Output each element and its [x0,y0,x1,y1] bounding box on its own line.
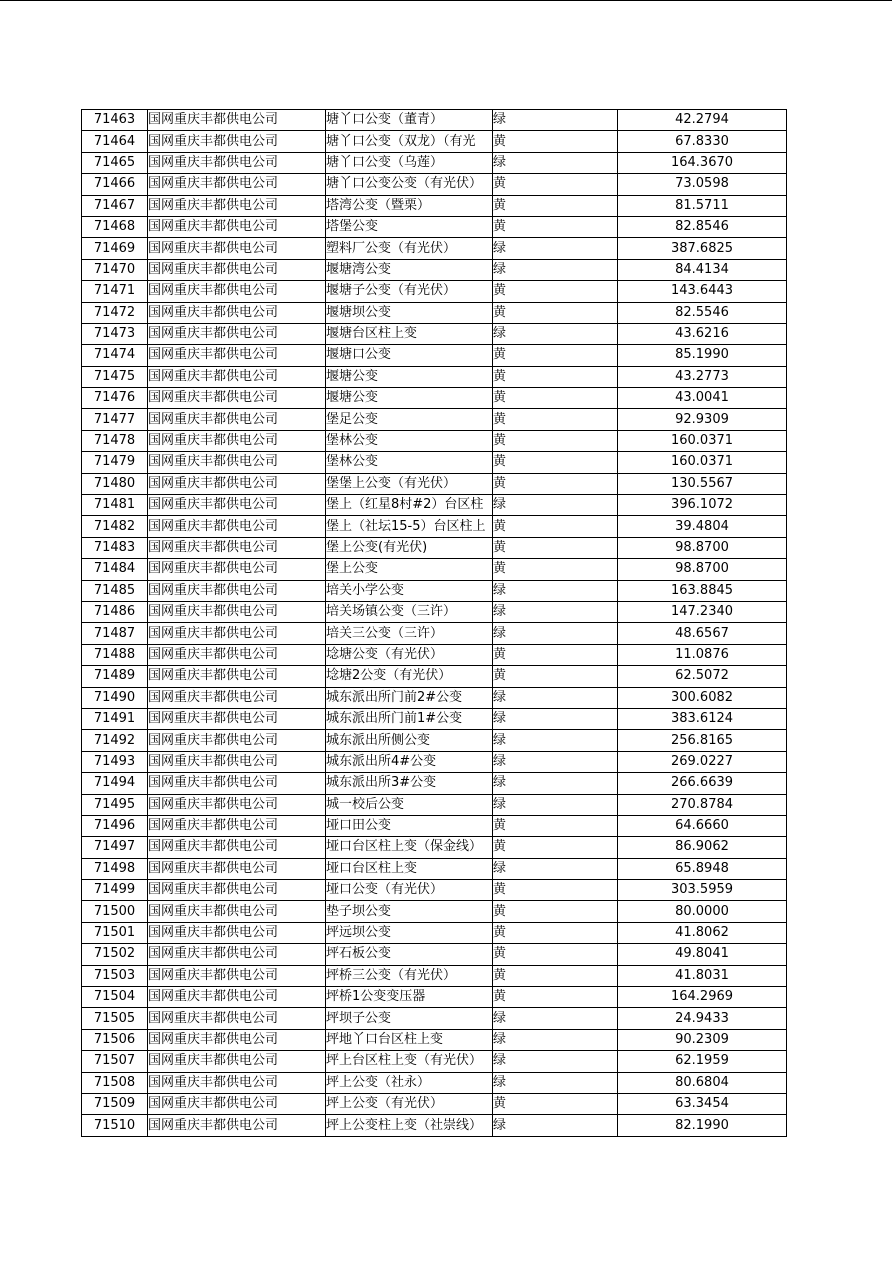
status-color-cell: 绿 [493,773,618,794]
status-color-cell: 绿 [493,751,618,772]
row-id-cell: 71488 [82,644,148,665]
status-color-cell: 黄 [493,388,618,409]
status-color-cell: 黄 [493,901,618,922]
value-cell: 86.9062 [618,837,787,858]
station-name-cell: 堡上公变 [326,559,493,580]
status-color-cell: 绿 [493,259,618,280]
station-name-cell: 堡堡上公变（有光伏） [326,473,493,494]
table-row [82,238,787,259]
table-row [82,708,787,729]
row-id-cell: 71466 [82,174,148,195]
row-id-cell: 71506 [82,1029,148,1050]
row-id-cell: 71463 [82,110,148,131]
value-cell: 164.3670 [618,152,787,173]
status-color-cell: 绿 [493,858,618,879]
company-cell: 国网重庆丰都供电公司 [148,1115,326,1136]
status-color-cell: 黄 [493,559,618,580]
table-row [82,195,787,216]
row-id-cell: 71472 [82,302,148,323]
station-name-cell: 城东派出所3#公变 [326,773,493,794]
table-row [82,858,787,879]
table-row [82,1051,787,1072]
status-color-cell: 黄 [493,473,618,494]
company-cell: 国网重庆丰都供电公司 [148,388,326,409]
company-cell: 国网重庆丰都供电公司 [148,259,326,280]
table-row [82,666,787,687]
row-id-cell: 71478 [82,430,148,451]
station-name-cell: 塔湾公变（暨栗） [326,195,493,216]
data-table [81,109,787,1137]
value-cell: 163.8845 [618,580,787,601]
station-name-cell: 培关小学公变 [326,580,493,601]
row-id-cell: 71477 [82,409,148,430]
company-cell: 国网重庆丰都供电公司 [148,837,326,858]
row-id-cell: 71481 [82,495,148,516]
company-cell: 国网重庆丰都供电公司 [148,965,326,986]
company-cell: 国网重庆丰都供电公司 [148,345,326,366]
value-cell: 383.6124 [618,708,787,729]
value-cell: 256.8165 [618,730,787,751]
company-cell: 国网重庆丰都供电公司 [148,773,326,794]
station-name-cell: 埝塘2公变（有光伏） [326,666,493,687]
value-cell: 266.6639 [618,773,787,794]
status-color-cell: 绿 [493,1051,618,1072]
status-color-cell: 黄 [493,987,618,1008]
status-color-cell: 黄 [493,174,618,195]
table-row [82,901,787,922]
row-id-cell: 71499 [82,880,148,901]
table-row [82,473,787,494]
status-color-cell: 绿 [493,708,618,729]
row-id-cell: 71505 [82,1008,148,1029]
status-color-cell: 黄 [493,452,618,473]
row-id-cell: 71509 [82,1093,148,1114]
company-cell: 国网重庆丰都供电公司 [148,366,326,387]
row-id-cell: 71507 [82,1051,148,1072]
company-cell: 国网重庆丰都供电公司 [148,152,326,173]
table-row [82,580,787,601]
company-cell: 国网重庆丰都供电公司 [148,1029,326,1050]
status-color-cell: 绿 [493,1029,618,1050]
status-color-cell: 黄 [493,666,618,687]
table-row [82,730,787,751]
company-cell: 国网重庆丰都供电公司 [148,174,326,195]
row-id-cell: 71470 [82,259,148,280]
table-row [82,388,787,409]
value-cell: 130.5567 [618,473,787,494]
company-cell: 国网重庆丰都供电公司 [148,216,326,237]
status-color-cell: 黄 [493,216,618,237]
value-cell: 41.8062 [618,922,787,943]
company-cell: 国网重庆丰都供电公司 [148,323,326,344]
value-cell: 98.8700 [618,537,787,558]
station-name-cell: 堰塘公变 [326,388,493,409]
table-row [82,323,787,344]
company-cell: 国网重庆丰都供电公司 [148,644,326,665]
station-name-cell: 培关三公变（三许） [326,623,493,644]
status-color-cell: 黄 [493,281,618,302]
station-name-cell: 坪远坝公变 [326,922,493,943]
station-name-cell: 培关场镇公变（三许） [326,601,493,622]
table-row [82,922,787,943]
row-id-cell: 71492 [82,730,148,751]
company-cell: 国网重庆丰都供电公司 [148,987,326,1008]
page-top-border [0,0,892,1]
value-cell: 143.6443 [618,281,787,302]
company-cell: 国网重庆丰都供电公司 [148,1051,326,1072]
company-cell: 国网重庆丰都供电公司 [148,922,326,943]
table-row [82,773,787,794]
value-cell: 73.0598 [618,174,787,195]
company-cell: 国网重庆丰都供电公司 [148,901,326,922]
station-name-cell: 埝塘公变（有光伏） [326,644,493,665]
company-cell: 国网重庆丰都供电公司 [148,1072,326,1093]
company-cell: 国网重庆丰都供电公司 [148,944,326,965]
status-color-cell: 黄 [493,880,618,901]
company-cell: 国网重庆丰都供电公司 [148,559,326,580]
company-cell: 国网重庆丰都供电公司 [148,195,326,216]
table-row [82,452,787,473]
status-color-cell: 黄 [493,302,618,323]
value-cell: 81.5711 [618,195,787,216]
table-row [82,1008,787,1029]
station-name-cell: 坪上台区柱上变（有光伏） [326,1051,493,1072]
station-name-cell: 堰塘口公变 [326,345,493,366]
table-row [82,944,787,965]
status-color-cell: 黄 [493,409,618,430]
value-cell: 80.6804 [618,1072,787,1093]
value-cell: 160.0371 [618,430,787,451]
table-row [82,430,787,451]
company-cell: 国网重庆丰都供电公司 [148,687,326,708]
value-cell: 11.0876 [618,644,787,665]
table-row [82,302,787,323]
station-name-cell: 坪上公变（社永） [326,1072,493,1093]
station-name-cell: 垭口台区柱上变（保金线） [326,837,493,858]
value-cell: 160.0371 [618,452,787,473]
value-cell: 387.6825 [618,238,787,259]
station-name-cell: 坪地丫口台区柱上变 [326,1029,493,1050]
station-name-cell: 堰塘湾公变 [326,259,493,280]
status-color-cell: 黄 [493,345,618,366]
station-name-cell: 垫子坝公变 [326,901,493,922]
station-name-cell: 城一校后公变 [326,794,493,815]
row-id-cell: 71490 [82,687,148,708]
table-row [82,559,787,580]
value-cell: 92.9309 [618,409,787,430]
table-row [82,601,787,622]
table-row [82,623,787,644]
company-cell: 国网重庆丰都供电公司 [148,473,326,494]
company-cell: 国网重庆丰都供电公司 [148,238,326,259]
value-cell: 82.1990 [618,1115,787,1136]
station-name-cell: 堡林公变 [326,430,493,451]
value-cell: 80.0000 [618,901,787,922]
table-row [82,281,787,302]
row-id-cell: 71483 [82,537,148,558]
table-row [82,1029,787,1050]
value-cell: 147.2340 [618,601,787,622]
row-id-cell: 71484 [82,559,148,580]
value-cell: 43.6216 [618,323,787,344]
row-id-cell: 71468 [82,216,148,237]
value-cell: 396.1072 [618,495,787,516]
table-row [82,1115,787,1136]
company-cell: 国网重庆丰都供电公司 [148,281,326,302]
company-cell: 国网重庆丰都供电公司 [148,794,326,815]
table-row [82,794,787,815]
value-cell: 62.5072 [618,666,787,687]
table-row [82,131,787,152]
station-name-cell: 坪坝子公变 [326,1008,493,1029]
status-color-cell: 绿 [493,495,618,516]
status-color-cell: 绿 [493,601,618,622]
row-id-cell: 71471 [82,281,148,302]
company-cell: 国网重庆丰都供电公司 [148,708,326,729]
station-name-cell: 堡上（社坛15-5）台区柱上 [326,516,493,537]
row-id-cell: 71487 [82,623,148,644]
station-name-cell: 塘丫口公变（乌莲） [326,152,493,173]
station-name-cell: 坪石板公变 [326,944,493,965]
station-name-cell: 垭口田公变 [326,815,493,836]
row-id-cell: 71479 [82,452,148,473]
station-name-cell: 堰塘公变 [326,366,493,387]
table-row [82,1093,787,1114]
value-cell: 82.8546 [618,216,787,237]
status-color-cell: 绿 [493,110,618,131]
row-id-cell: 71474 [82,345,148,366]
company-cell: 国网重庆丰都供电公司 [148,495,326,516]
company-cell: 国网重庆丰都供电公司 [148,302,326,323]
station-name-cell: 城东派出所4#公变 [326,751,493,772]
status-color-cell: 黄 [493,944,618,965]
station-name-cell: 城东派出所门前1#公变 [326,708,493,729]
value-cell: 84.4134 [618,259,787,280]
table-row [82,987,787,1008]
value-cell: 82.5546 [618,302,787,323]
status-color-cell: 绿 [493,730,618,751]
station-name-cell: 坪上公变柱上变（社崇线） [326,1115,493,1136]
row-id-cell: 71467 [82,195,148,216]
value-cell: 269.0227 [618,751,787,772]
table-row [82,216,787,237]
value-cell: 24.9433 [618,1008,787,1029]
row-id-cell: 71497 [82,837,148,858]
table-row [82,687,787,708]
table-row [82,880,787,901]
station-name-cell: 塘丫口公变（董青） [326,110,493,131]
station-name-cell: 坪上公变（有光伏） [326,1093,493,1114]
table-row [82,537,787,558]
company-cell: 国网重庆丰都供电公司 [148,623,326,644]
company-cell: 国网重庆丰都供电公司 [148,1093,326,1114]
company-cell: 国网重庆丰都供电公司 [148,430,326,451]
row-id-cell: 71500 [82,901,148,922]
value-cell: 303.5959 [618,880,787,901]
table-row [82,259,787,280]
value-cell: 63.3454 [618,1093,787,1114]
status-color-cell: 黄 [493,965,618,986]
table-body [82,110,787,1137]
status-color-cell: 黄 [493,537,618,558]
row-id-cell: 71473 [82,323,148,344]
value-cell: 42.2794 [618,110,787,131]
table-row [82,174,787,195]
value-cell: 64.6660 [618,815,787,836]
row-id-cell: 71476 [82,388,148,409]
station-name-cell: 塘丫口公变公变（有光伏） [326,174,493,195]
row-id-cell: 71501 [82,922,148,943]
row-id-cell: 71482 [82,516,148,537]
row-id-cell: 71486 [82,601,148,622]
row-id-cell: 71498 [82,858,148,879]
company-cell: 国网重庆丰都供电公司 [148,452,326,473]
company-cell: 国网重庆丰都供电公司 [148,537,326,558]
value-cell: 98.8700 [618,559,787,580]
company-cell: 国网重庆丰都供电公司 [148,815,326,836]
row-id-cell: 71469 [82,238,148,259]
company-cell: 国网重庆丰都供电公司 [148,751,326,772]
status-color-cell: 黄 [493,837,618,858]
value-cell: 85.1990 [618,345,787,366]
row-id-cell: 71489 [82,666,148,687]
status-color-cell: 绿 [493,238,618,259]
station-name-cell: 堡上公变(有光伏) [326,537,493,558]
station-name-cell: 坪桥1公变变压器 [326,987,493,1008]
table-row [82,751,787,772]
table-row [82,409,787,430]
company-cell: 国网重庆丰都供电公司 [148,880,326,901]
value-cell: 90.2309 [618,1029,787,1050]
status-color-cell: 绿 [493,794,618,815]
row-id-cell: 71464 [82,131,148,152]
row-id-cell: 71475 [82,366,148,387]
row-id-cell: 71502 [82,944,148,965]
status-color-cell: 黄 [493,430,618,451]
row-id-cell: 71480 [82,473,148,494]
company-cell: 国网重庆丰都供电公司 [148,666,326,687]
status-color-cell: 黄 [493,815,618,836]
row-id-cell: 71496 [82,815,148,836]
row-id-cell: 71508 [82,1072,148,1093]
station-name-cell: 城东派出所门前2#公变 [326,687,493,708]
station-name-cell: 城东派出所侧公变 [326,730,493,751]
status-color-cell: 绿 [493,580,618,601]
station-name-cell: 堰塘坝公变 [326,302,493,323]
table-row [82,837,787,858]
table-row [82,495,787,516]
station-name-cell: 垭口公变（有光伏） [326,880,493,901]
status-color-cell: 绿 [493,323,618,344]
status-color-cell: 黄 [493,1093,618,1114]
station-name-cell: 塑料厂公变（有光伏） [326,238,493,259]
value-cell: 39.4804 [618,516,787,537]
status-color-cell: 绿 [493,1115,618,1136]
table-row [82,110,787,131]
value-cell: 300.6082 [618,687,787,708]
station-name-cell: 堡上（红星8村#2）台区柱 [326,495,493,516]
row-id-cell: 71493 [82,751,148,772]
table-row [82,1072,787,1093]
status-color-cell: 绿 [493,623,618,644]
station-name-cell: 堰塘子公变（有光伏） [326,281,493,302]
station-name-cell: 垭口台区柱上变 [326,858,493,879]
table-row [82,345,787,366]
company-cell: 国网重庆丰都供电公司 [148,1008,326,1029]
value-cell: 164.2969 [618,987,787,1008]
value-cell: 65.8948 [618,858,787,879]
value-cell: 48.6567 [618,623,787,644]
company-cell: 国网重庆丰都供电公司 [148,516,326,537]
station-name-cell: 坪桥三公变（有光伏） [326,965,493,986]
value-cell: 270.8784 [618,794,787,815]
row-id-cell: 71494 [82,773,148,794]
status-color-cell: 绿 [493,1072,618,1093]
table-row [82,815,787,836]
table-row [82,516,787,537]
value-cell: 43.2773 [618,366,787,387]
status-color-cell: 黄 [493,131,618,152]
status-color-cell: 黄 [493,516,618,537]
row-id-cell: 71504 [82,987,148,1008]
value-cell: 41.8031 [618,965,787,986]
station-name-cell: 堡林公变 [326,452,493,473]
row-id-cell: 71503 [82,965,148,986]
value-cell: 49.8041 [618,944,787,965]
status-color-cell: 黄 [493,644,618,665]
row-id-cell: 71491 [82,708,148,729]
row-id-cell: 71485 [82,580,148,601]
status-color-cell: 黄 [493,366,618,387]
company-cell: 国网重庆丰都供电公司 [148,858,326,879]
company-cell: 国网重庆丰都供电公司 [148,580,326,601]
status-color-cell: 绿 [493,687,618,708]
status-color-cell: 黄 [493,922,618,943]
row-id-cell: 71495 [82,794,148,815]
table-row [82,366,787,387]
value-cell: 67.8330 [618,131,787,152]
table-row [82,644,787,665]
station-name-cell: 塔堡公变 [326,216,493,237]
row-id-cell: 71465 [82,152,148,173]
station-name-cell: 堰塘台区柱上变 [326,323,493,344]
row-id-cell: 71510 [82,1115,148,1136]
station-name-cell: 堡足公变 [326,409,493,430]
station-name-cell: 塘丫口公变（双龙）（有光 [326,131,493,152]
company-cell: 国网重庆丰都供电公司 [148,730,326,751]
status-color-cell: 绿 [493,1008,618,1029]
status-color-cell: 黄 [493,195,618,216]
company-cell: 国网重庆丰都供电公司 [148,409,326,430]
table-row [82,965,787,986]
company-cell: 国网重庆丰都供电公司 [148,110,326,131]
table-row [82,152,787,173]
value-cell: 62.1959 [618,1051,787,1072]
value-cell: 43.0041 [618,388,787,409]
company-cell: 国网重庆丰都供电公司 [148,601,326,622]
status-color-cell: 绿 [493,152,618,173]
company-cell: 国网重庆丰都供电公司 [148,131,326,152]
